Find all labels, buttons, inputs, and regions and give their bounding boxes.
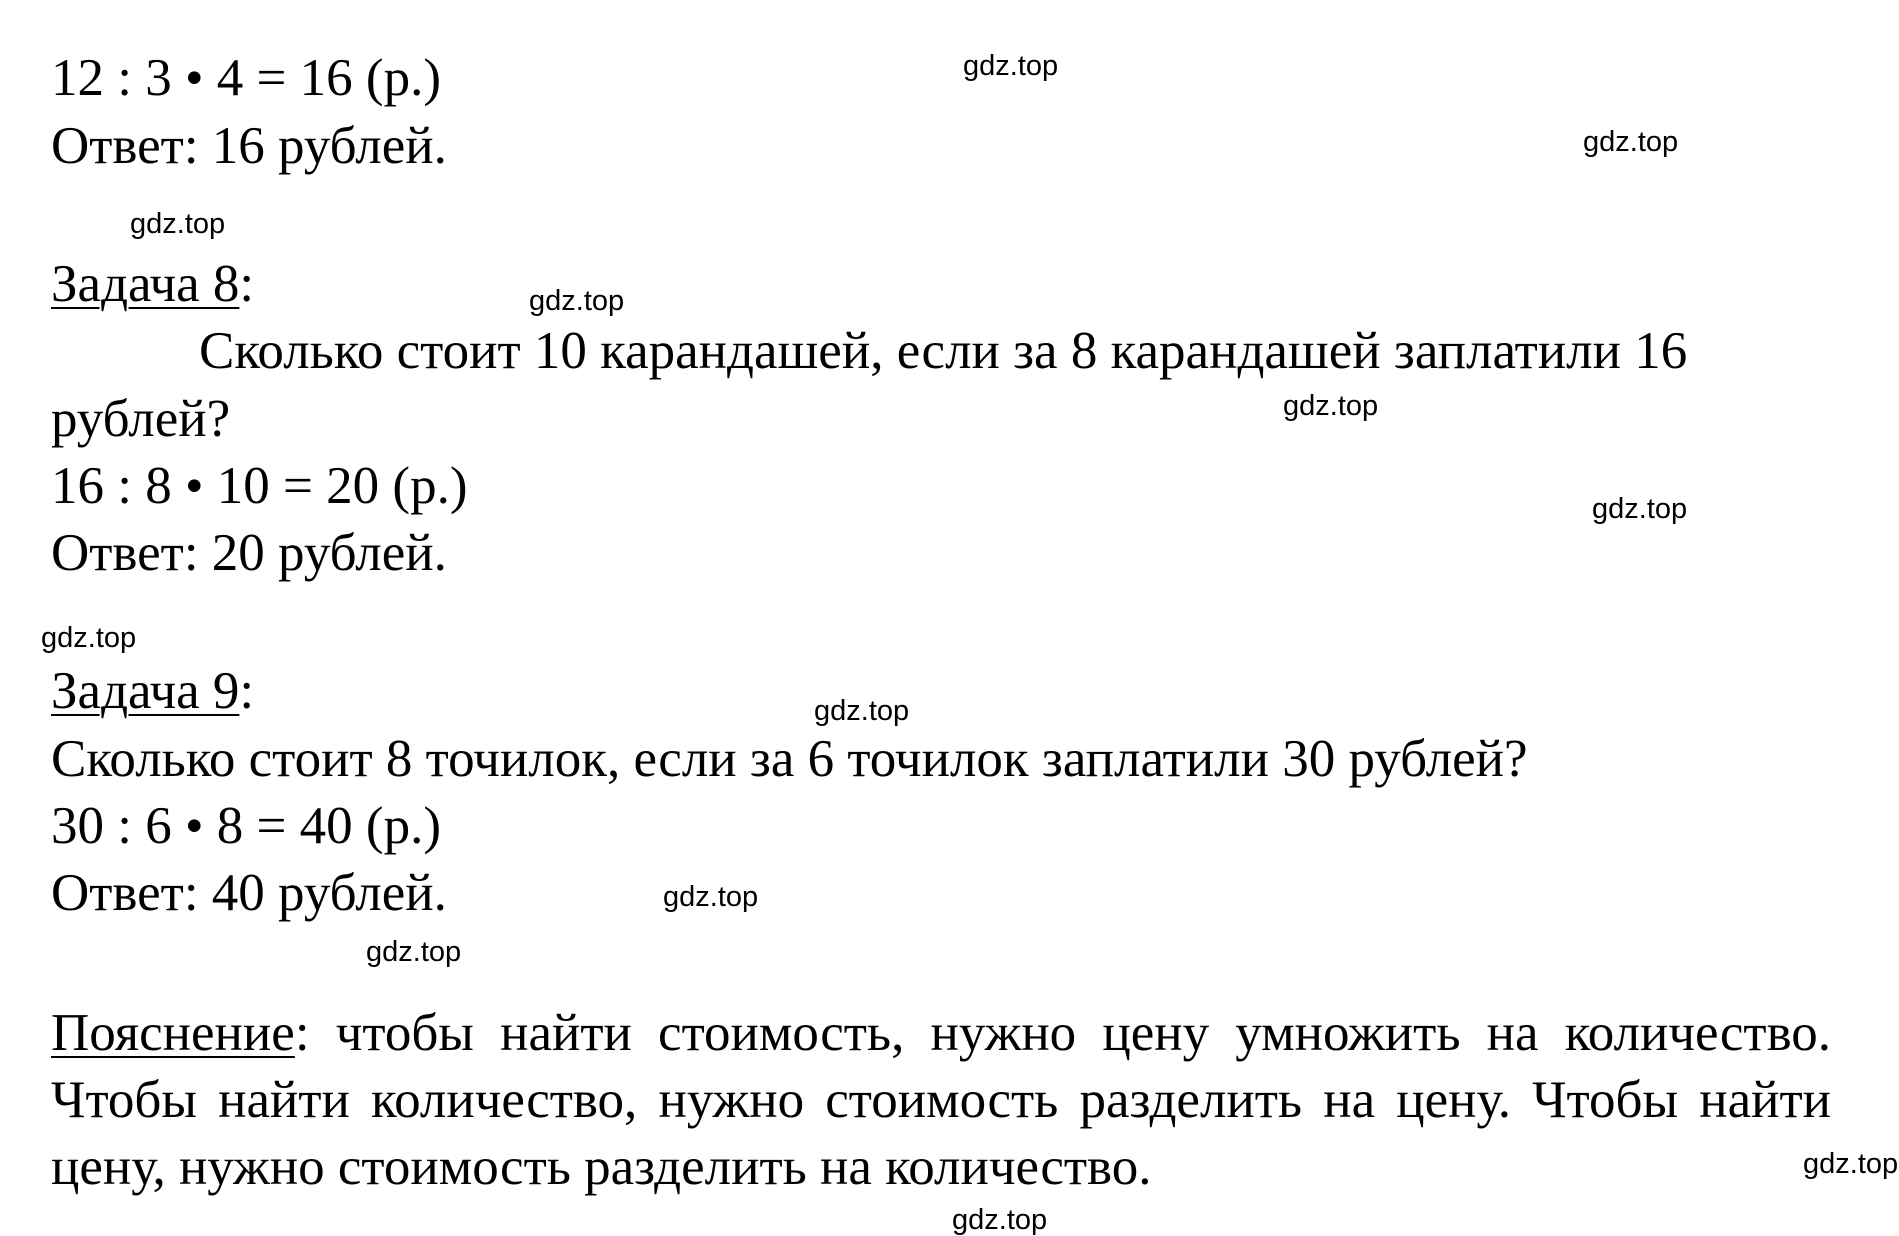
explanation-label: Пояснение [51, 1004, 295, 1062]
watermark: gdz.top [952, 1204, 1048, 1236]
task-8-label: Задача 8 [51, 255, 240, 313]
watermark: gdz.top [963, 50, 1059, 82]
task-8-heading [51, 255, 255, 313]
calc-line-9: 30 : 6 • 8 = 40 (р.) [51, 797, 441, 855]
calc-line-8: 16 : 8 • 10 = 20 (р.) [51, 457, 468, 515]
watermark: gdz.top [130, 208, 226, 240]
task-9-heading [51, 662, 255, 720]
watermark: gdz.top [1803, 1148, 1899, 1180]
answer-line-7: Ответ: 16 рублей. [51, 117, 447, 175]
task-8-question-line-1: Сколько стоит 10 карандашей, если за 8 карандашей заплатили 16 [199, 322, 1688, 380]
watermark: gdz.top [366, 936, 462, 968]
watermark: gdz.top [41, 622, 137, 654]
task-9-label: Задача 9 [51, 662, 240, 720]
watermark: gdz.top [814, 695, 910, 727]
explanation-text: : чтобы найти стоимость, нужно цену умножить на количество. Чтобы найти количество, нужно стоимость разделить на цену. Чтобы найти цену, нужно стоимость разделить на количество. [51, 1004, 1831, 1196]
explanation-paragraph [51, 1000, 1831, 1201]
task-9-colon: : [239, 662, 255, 720]
answer-line-9: Ответ: 40 рублей. [51, 864, 447, 922]
watermark: gdz.top [1283, 390, 1379, 422]
task-8-colon: : [239, 255, 255, 313]
watermark: gdz.top [1592, 493, 1688, 525]
answer-line-8: Ответ: 20 рублей. [51, 524, 447, 582]
calc-line-7: 12 : 3 • 4 = 16 (р.) [51, 49, 441, 107]
watermark: gdz.top [663, 881, 759, 913]
watermark: gdz.top [1583, 126, 1679, 158]
task-8-question-line-2: рублей? [51, 390, 231, 448]
task-9-question: Сколько стоит 8 точилок, если за 6 точилок заплатили 30 рублей? [51, 730, 1528, 788]
watermark: gdz.top [529, 285, 625, 317]
